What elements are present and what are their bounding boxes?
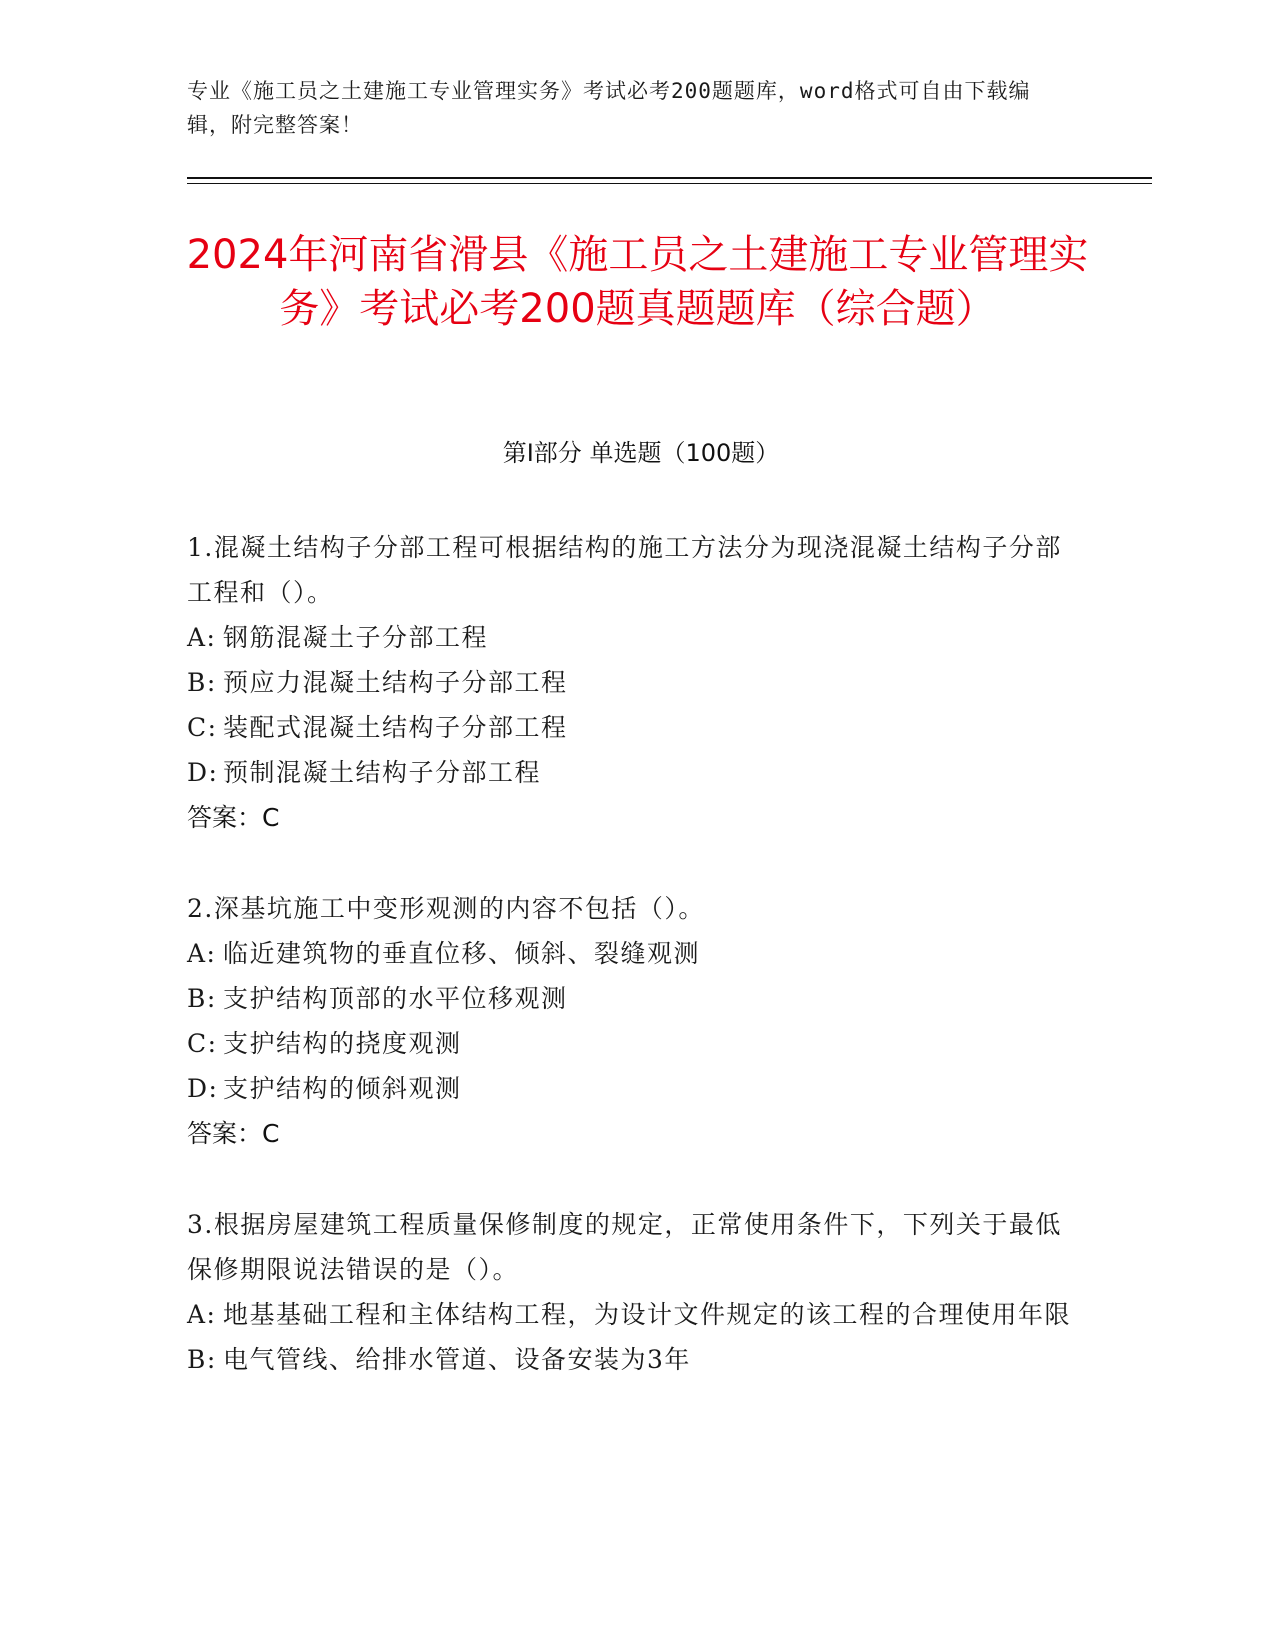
option-letter: A:: [187, 939, 217, 968]
header-note: 专业《施工员之土建施工专业管理实务》考试必考200题题库，word格式可自由下载编辑，附完整答案！: [187, 79, 1031, 137]
option-letter: D:: [187, 1074, 219, 1103]
option-d: [187, 1066, 1077, 1111]
option-letter: A:: [187, 1300, 217, 1329]
option-letter: B:: [187, 668, 217, 697]
option-letter: A:: [187, 623, 217, 652]
option-b: [187, 976, 1077, 1021]
option-text: 支护结构的倾斜观测: [223, 1074, 462, 1103]
option-letter: B:: [187, 1345, 217, 1374]
option-a: [187, 931, 1077, 976]
header-divider-thin: [187, 183, 1152, 184]
option-text: 装配式混凝土结构子分部工程: [223, 713, 568, 742]
header-divider-thick: [187, 177, 1152, 179]
option-text: 预应力混凝土结构子分部工程: [223, 668, 568, 697]
question-list: [187, 525, 1077, 1428]
section-title: 第Ⅰ部分 单选题（100题）: [502, 439, 780, 467]
document-title: 2024年河南省滑县《施工员之土建施工专业管理实务》考试必考200题真题题库（综合题）: [186, 232, 1089, 332]
answer-line: 答案：C: [187, 1119, 280, 1148]
option-text: 预制混凝土结构子分部工程: [223, 758, 542, 787]
question-stem: 1.混凝土结构子分部工程可根据结构的施工方法分为现浇混凝土结构子分部工程和（）。: [187, 533, 1062, 607]
option-c: [187, 1021, 1077, 1066]
option-letter: B:: [187, 984, 217, 1013]
option-d: [187, 750, 1077, 795]
option-text: 临近建筑物的垂直位移、倾斜、裂缝观测: [223, 939, 701, 968]
option-c: [187, 705, 1077, 750]
option-letter: C:: [187, 713, 218, 742]
answer-line: 答案：C: [187, 803, 280, 832]
question-3: [187, 1202, 1077, 1382]
option-letter: D:: [187, 758, 219, 787]
option-b: [187, 1337, 1077, 1382]
option-text: 电气管线、给排水管道、设备安装为3年: [223, 1345, 691, 1374]
option-text: 地基基础工程和主体结构工程，为设计文件规定的该工程的合理使用年限: [223, 1300, 1072, 1329]
option-b: [187, 660, 1077, 705]
option-text: 支护结构的挠度观测: [223, 1029, 462, 1058]
option-text: 钢筋混凝土子分部工程: [223, 623, 489, 652]
option-text: 支护结构顶部的水平位移观测: [223, 984, 568, 1013]
question-1: [187, 525, 1077, 840]
option-letter: C:: [187, 1029, 218, 1058]
option-a: [187, 1292, 1077, 1337]
question-2: [187, 886, 1077, 1156]
question-stem: 3.根据房屋建筑工程质量保修制度的规定，正常使用条件下，下列关于最低保修期限说法错误的是（）。: [187, 1210, 1062, 1284]
question-stem: 2.深基坑施工中变形观测的内容不包括（）。: [187, 894, 705, 923]
option-a: [187, 615, 1077, 660]
